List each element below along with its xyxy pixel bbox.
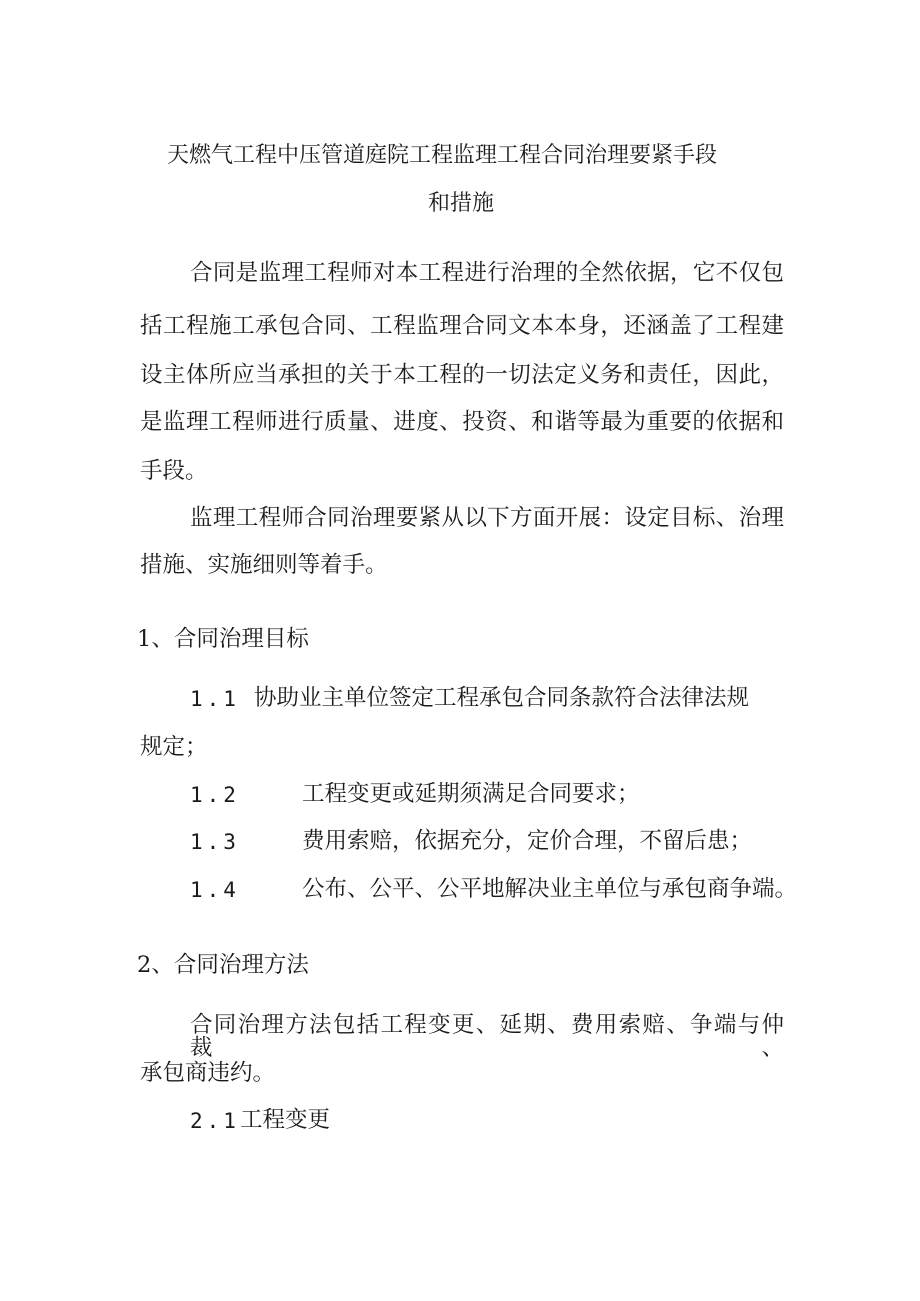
- item-1-3-text: 费用索赔，依据充分，定价合理，不留后患；: [302, 828, 753, 854]
- intro-line-1: 合同是监理工程师对本工程进行治理的全然依据，它不仅包: [190, 260, 784, 286]
- section-2-paragraph-line-1: 合同治理方法包括工程变更、延期、费用索赔、争端与仲裁、: [190, 1012, 784, 1061]
- item-1-2-text: 工程变更或延期须满足合同要求；: [302, 781, 640, 807]
- document-title-line-2: 和措施: [428, 191, 495, 216]
- intro-line-5: 手段。: [140, 458, 208, 484]
- item-1-3-number: 1.3: [190, 830, 240, 854]
- item-1-1-continuation: 规定；: [140, 734, 208, 760]
- intro-line-2: 括工程施工承包合同、工程监理合同文本本身，还涵盖了工程建: [140, 313, 784, 339]
- approach-line-2: 措施、实施细则等着手。: [140, 552, 388, 578]
- item-1-4-number: 1.4: [190, 878, 240, 902]
- section-2-paragraph-line-2: 承包商违约。: [140, 1060, 276, 1086]
- section-1-heading: 1、合同治理目标: [137, 626, 309, 652]
- item-1-4-text: 公布、公平、公平地解决业主单位与承包商争端。: [302, 876, 798, 902]
- intro-line-4: 是监理工程师进行质量、进度、投资、和谐等最为重要的依据和: [140, 409, 784, 435]
- subsection-2-1-number: 2.1: [190, 1109, 240, 1133]
- intro-line-3: 设主体所应当承担的关于本工程的一切法定义务和责任，因此，: [140, 362, 784, 388]
- approach-line-1: 监理工程师合同治理要紧从以下方面开展：设定目标、治理: [190, 505, 784, 531]
- document-title-line-1: 天燃气工程中压管道庭院工程监理工程合同治理要紧手段: [167, 143, 718, 168]
- section-2-heading: 2、合同治理方法: [137, 952, 309, 978]
- item-1-1-text: 协助业主单位签定工程承包合同条款符合法律法规: [254, 685, 750, 711]
- item-1-1-number: 1.1: [190, 687, 240, 711]
- subsection-2-1-heading: 工程变更: [240, 1107, 331, 1133]
- item-1-2-number: 1.2: [190, 783, 240, 807]
